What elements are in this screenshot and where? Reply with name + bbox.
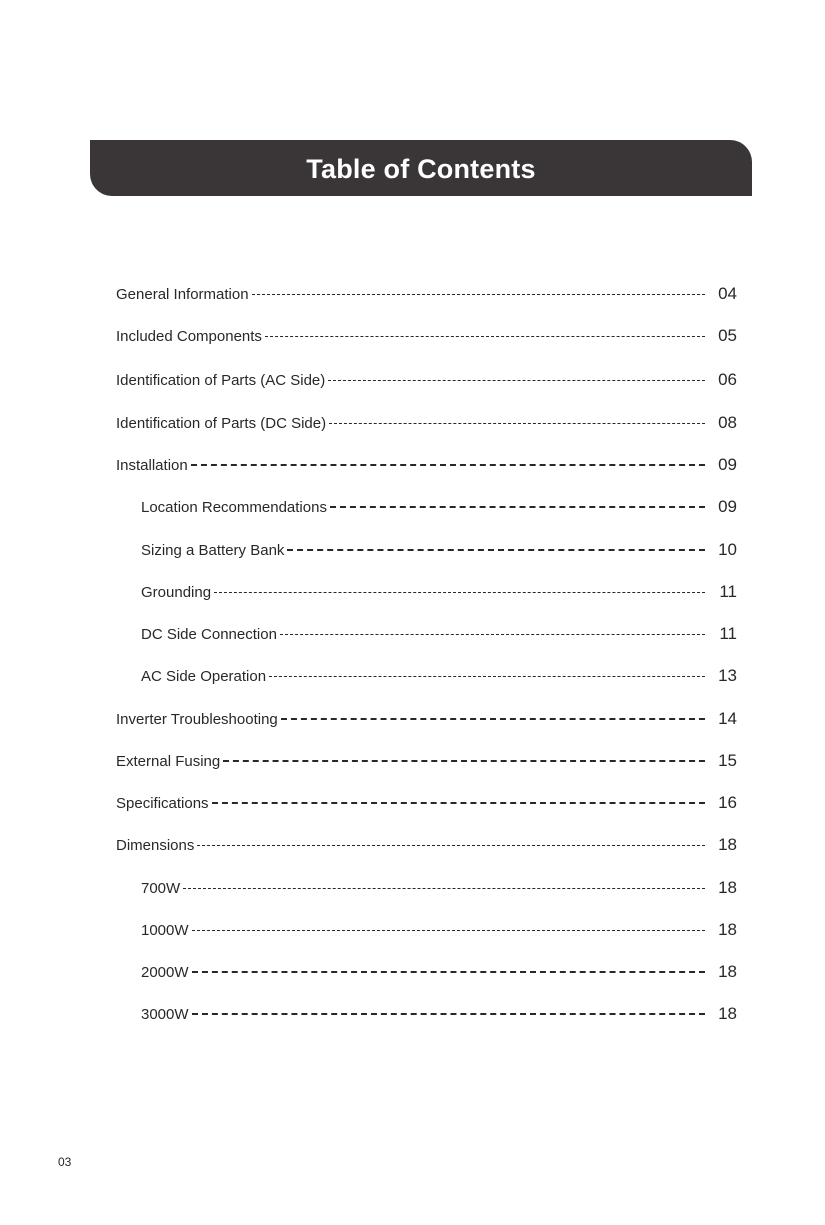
toc-entry-identification-ac-side[interactable]	[116, 370, 737, 394]
dot-leader	[265, 335, 705, 337]
toc-entry-page: 15	[718, 751, 737, 770]
toc-entry-label: Specifications	[116, 795, 209, 812]
toc-entry-included-components[interactable]	[116, 326, 737, 350]
page-title: Table of Contents	[306, 153, 536, 184]
toc-entry-page: 14	[718, 709, 737, 728]
toc-entry-label: General Information	[116, 286, 249, 303]
toc-entry-label: Sizing a Battery Bank	[141, 542, 285, 559]
dot-leader	[183, 887, 705, 889]
toc-entry-page: 11	[719, 582, 737, 601]
toc-entry-label: Location Recommendations	[141, 499, 327, 516]
toc-entry-page: 11	[719, 624, 737, 643]
dot-leader	[269, 675, 705, 677]
toc-entry-external-fusing[interactable]	[116, 751, 737, 775]
toc-entry-label: Installation	[116, 457, 188, 474]
toc-entry-700w[interactable]	[141, 878, 737, 902]
dot-leader	[329, 422, 705, 424]
dot-leader	[212, 801, 705, 804]
toc-entry-label: 3000W	[141, 1006, 189, 1023]
toc-entry-identification-dc-side[interactable]	[116, 413, 737, 437]
toc-entry-2000w[interactable]	[141, 962, 737, 986]
toc-entry-sizing-battery-bank[interactable]	[141, 540, 737, 564]
toc-entry-page: 16	[718, 793, 737, 812]
dot-leader	[281, 717, 705, 720]
toc-entry-page: 18	[718, 835, 737, 854]
dot-leader	[252, 293, 705, 295]
toc-entry-dc-side-connection[interactable]	[141, 624, 737, 648]
toc-entry-page: 04	[718, 284, 737, 303]
toc-entry-page: 18	[718, 878, 737, 897]
toc-entry-inverter-troubleshooting[interactable]	[116, 709, 737, 733]
toc-entry-page: 18	[718, 920, 737, 939]
dot-leader	[223, 759, 705, 762]
toc-entry-page: 05	[718, 326, 737, 345]
toc-entry-label: Grounding	[141, 584, 212, 601]
toc-entry-1000w[interactable]	[141, 920, 737, 944]
dot-leader	[280, 633, 705, 635]
toc-entry-page: 06	[718, 370, 737, 389]
toc-entry-label: Included Components	[116, 328, 262, 345]
toc-entry-page: 13	[718, 666, 737, 685]
toc-entry-dimensions[interactable]	[116, 835, 737, 859]
toc-entry-ac-side-operation[interactable]	[141, 666, 737, 690]
dot-leader	[287, 548, 705, 551]
toc-entry-page: 10	[718, 540, 737, 559]
dot-leader	[197, 844, 705, 846]
toc-entry-page: 18	[718, 962, 737, 981]
toc-entry-general-information[interactable]	[116, 284, 737, 308]
toc-entry-label: Dimensions	[116, 837, 195, 854]
toc-entry-label: 2000W	[141, 964, 189, 981]
dot-leader	[192, 970, 705, 973]
toc-entry-page: 09	[718, 455, 737, 474]
toc-entry-label: External Fusing	[116, 753, 221, 770]
toc-entry-page: 18	[718, 1004, 737, 1023]
toc-entry-label: 700W	[141, 880, 181, 897]
toc-entry-grounding[interactable]	[141, 582, 737, 606]
toc-entry-label: Identification of Parts (AC Side)	[116, 372, 326, 389]
toc-entry-label: AC Side Operation	[141, 668, 267, 685]
toc-entry-specifications[interactable]	[116, 793, 737, 817]
dot-leader	[330, 505, 705, 508]
toc-entry-label: Identification of Parts (DC Side)	[116, 415, 327, 432]
toc-entry-label: 1000W	[141, 922, 189, 939]
toc-entry-3000w[interactable]	[141, 1004, 737, 1028]
toc-entry-label: Inverter Troubleshooting	[116, 711, 278, 728]
toc-entry-location-recommendations[interactable]	[141, 497, 737, 521]
dot-leader	[214, 591, 705, 593]
toc-entry-page: 08	[718, 413, 737, 432]
toc-entry-label: DC Side Connection	[141, 626, 277, 643]
dot-leader	[328, 379, 705, 381]
toc-entry-page: 09	[718, 497, 737, 516]
dot-leader	[192, 1012, 705, 1015]
footer-page-number: 03	[58, 1155, 72, 1169]
dot-leader	[192, 929, 705, 931]
dot-leader	[191, 463, 705, 466]
toc-entry-installation[interactable]	[116, 455, 737, 479]
